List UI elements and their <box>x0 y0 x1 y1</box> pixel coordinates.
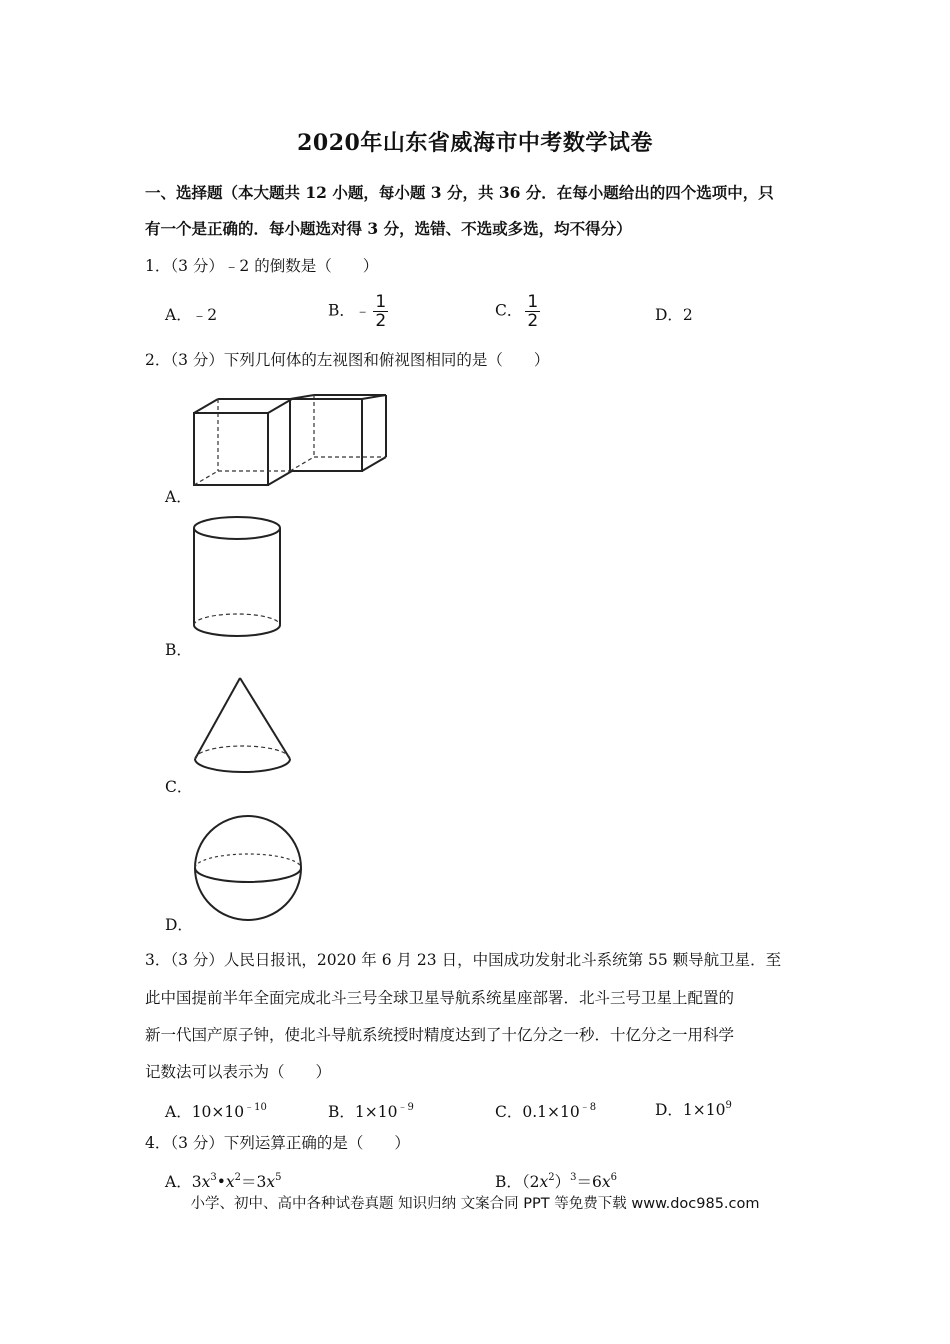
q1-option-c-prefix: C． <box>495 301 523 320</box>
q4-a-var: x <box>266 1173 276 1191</box>
q4-b-exp: 6 <box>610 1172 618 1183</box>
q4-b-part: B．（2 <box>495 1173 540 1191</box>
cylinder-figure <box>190 515 285 640</box>
fraction-numerator: 1 <box>527 292 539 312</box>
question-2-stem: 2．（3 分）下列几何体的左视图和俯视图相同的是（ ） <box>145 351 550 369</box>
fraction-numerator: 1 <box>375 292 387 312</box>
q2-option-c-label: C． <box>165 778 193 796</box>
q1-option-d: D．2 <box>655 306 693 324</box>
q2-option-d-label: D． <box>165 916 193 934</box>
q4-b-exp: 2 <box>548 1172 555 1183</box>
q4-a-exp: 3 <box>210 1172 217 1183</box>
q4-b-part: ＝6 <box>576 1173 602 1191</box>
q4-option-b <box>495 1170 617 1192</box>
fraction-denominator: 2 <box>527 311 539 331</box>
footer-watermark: 小学、初中、高中各种试卷真题 知识归纳 文案合同 PPT 等免费下载 www.doc985.com <box>190 1196 760 1212</box>
q4-a-dot: • <box>216 1173 226 1191</box>
q3-option-b-base: B．1×10 <box>328 1103 398 1121</box>
q3-option-b <box>328 1098 414 1122</box>
page-title: 2020年山东省威海市中考数学试卷 <box>297 130 653 156</box>
q1-option-b-fraction <box>373 293 388 330</box>
q1-option-a: A．﹣2 <box>165 306 218 324</box>
sphere-figure <box>192 814 307 924</box>
q4-b-exp: 3 <box>570 1172 577 1183</box>
q1-option-b-prefix: B．﹣ <box>328 301 371 320</box>
section-heading-line-2: 有一个是正确的．每小题选对得 3 分，选错、不选或多选，均不得分） <box>145 219 632 238</box>
q3-option-d <box>655 1098 732 1120</box>
q4-a-var: x <box>201 1173 211 1191</box>
q3-option-b-exponent: ﹣9 <box>397 1102 414 1113</box>
q1-option-c <box>495 293 540 330</box>
two-cubes-figure <box>190 395 395 490</box>
q2-option-a-label: A． <box>165 488 192 506</box>
q3-option-c <box>495 1098 596 1122</box>
q4-a-exp: 2 <box>234 1172 241 1183</box>
question-3-line-4: 记数法可以表示为（ ） <box>145 1063 332 1081</box>
section-heading-line-1: 一、选择题（本大题共 12 小题，每小题 3 分，共 36 分．在每小题给出的四个选项中，只 <box>145 183 774 202</box>
q3-option-a-base: A．10×10 <box>165 1103 245 1121</box>
fraction-denominator: 2 <box>375 311 387 331</box>
q4-b-part: ） <box>554 1173 571 1191</box>
question-4-stem: 4．（3 分）下列运算正确的是（ ） <box>145 1134 410 1152</box>
question-1-stem: 1．（3 分）﹣2 的倒数是（ ） <box>145 257 379 275</box>
q3-option-a <box>165 1098 267 1122</box>
q4-a-part: A．3 <box>165 1173 202 1191</box>
q3-option-c-base: C．0.1×10 <box>495 1103 580 1121</box>
q1-option-c-fraction <box>525 293 540 330</box>
q4-a-part: ＝3 <box>240 1173 267 1191</box>
question-3-line-3: 新一代国产原子钟，使北斗导航系统授时精度达到了十亿分之一秒．十亿分之一用科学 <box>145 1026 735 1044</box>
q4-option-a <box>165 1170 281 1192</box>
cone-figure <box>190 675 295 780</box>
q2-option-b-label: B． <box>165 641 192 659</box>
q3-option-c-exponent: ﹣8 <box>579 1102 597 1113</box>
q3-option-d-base: D．1×10 <box>655 1101 726 1119</box>
q1-option-b <box>328 293 388 330</box>
q3-option-d-exponent: 9 <box>725 1100 732 1111</box>
q3-option-a-exponent: ﹣10 <box>244 1102 267 1113</box>
q4-b-var: x <box>601 1173 611 1191</box>
question-3-line-1: 3．（3 分）人民日报讯，2020 年 6 月 23 日，中国成功发射北斗系统第 55 颗导航卫星．至 <box>145 951 782 969</box>
q4-b-var: x <box>539 1173 549 1191</box>
q4-a-var: x <box>225 1173 235 1191</box>
q4-a-exp: 5 <box>275 1172 282 1183</box>
question-3-line-2: 此中国提前半年全面完成北斗三号全球卫星导航系统星座部署．北斗三号卫星上配置的 <box>145 989 735 1007</box>
